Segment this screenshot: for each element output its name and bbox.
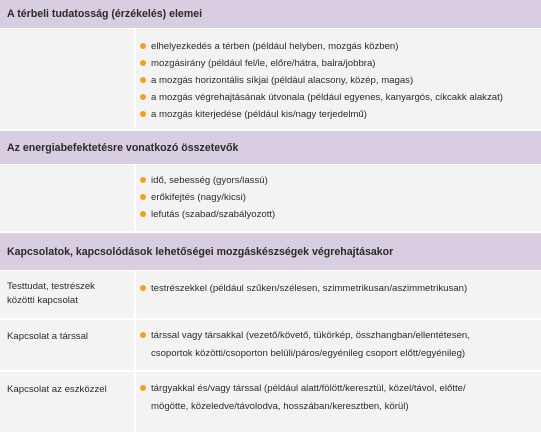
table-row <box>0 372 541 432</box>
section-title: A térbeli tudatosság (érzékelés) elemei <box>7 8 203 20</box>
bullet-list <box>140 380 541 416</box>
bullet-icon <box>140 211 146 217</box>
list-item: idő, sebesség (gyors/lassú) <box>140 172 541 189</box>
content-cell <box>136 372 541 432</box>
list-item: erőkifejtés (nagy/kicsi) <box>140 189 541 206</box>
bullet-list <box>140 172 541 223</box>
label-cell-empty <box>0 165 136 231</box>
content-cell <box>136 320 541 370</box>
section-header-connections <box>0 233 541 271</box>
section-header-energy-components <box>0 131 541 165</box>
row-label: Kapcsolat az eszközzel <box>0 372 136 432</box>
row-label: Testtudat, testrészek közötti kapcsolat <box>0 271 136 318</box>
bullet-icon <box>140 60 146 66</box>
list-item: társsal vagy társakkal (vezető/követő, tükörkép, összhangban/ellentétesen, csoportok közötti/csoporton belüli/páros/egyénileg csoport előtt/egyénileg) <box>140 327 541 363</box>
bullet-icon <box>140 77 146 83</box>
section-row-spatial-awareness <box>0 29 541 131</box>
bullet-list <box>140 38 541 123</box>
bullet-list <box>140 327 541 363</box>
bullet-icon <box>140 194 146 200</box>
list-item: a mozgás horizontális síkjai (például alacsony, közép, magas) <box>140 72 541 89</box>
table-row <box>0 271 541 320</box>
row-label: Kapcsolat a társsal <box>0 320 136 370</box>
bullet-icon <box>140 177 146 183</box>
list-item: elhelyezkedés a térben (például helyben, mozgás közben) <box>140 38 541 55</box>
table-row <box>0 320 541 372</box>
content-cell <box>136 165 541 231</box>
bullet-icon <box>140 332 146 338</box>
bullet-icon <box>140 385 146 391</box>
list-item: mozgásirány (például fel/le, előre/hátra, balra/jobbra) <box>140 55 541 72</box>
bullet-icon <box>140 285 146 291</box>
label-cell-empty <box>0 29 136 129</box>
list-item: a mozgás kiterjedése (például kis/nagy terjedelmű) <box>140 106 541 123</box>
section-title: Kapcsolatok, kapcsolódások lehetőségei mozgáskészségek végrehajtásakor <box>7 245 394 258</box>
bullet-icon <box>140 111 146 117</box>
bullet-icon <box>140 43 146 49</box>
list-item: testrészekkel (például szűken/szélesen, szimmetrikusan/aszimmetrikusan) <box>140 280 541 297</box>
list-item: a mozgás végrehajtásának útvonala (például egyenes, kanyargós, cikcakk alakzat) <box>140 89 541 106</box>
section-header-spatial-awareness <box>0 0 541 29</box>
content-cell <box>136 29 541 129</box>
bullet-list <box>140 280 541 297</box>
list-item: tárgyakkal és/vagy társsal (például alatt/fölött/keresztül, közel/távol, előtte/ mögötte, közeledve/távolodva, hosszában/keresztben, körül) <box>140 380 541 416</box>
content-cell <box>136 271 541 318</box>
bullet-icon <box>140 94 146 100</box>
section-row-energy-components <box>0 165 541 233</box>
section-title: Az energiabefektetésre vonatkozó összetevők <box>7 141 239 154</box>
list-item: lefutás (szabad/szabályozott) <box>140 206 541 223</box>
